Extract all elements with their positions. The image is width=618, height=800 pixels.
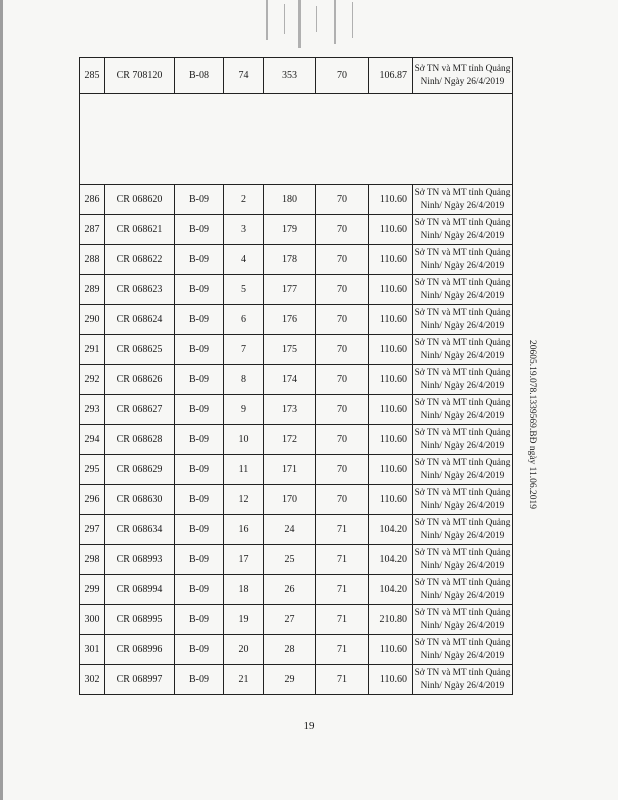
cell-lot: 18 [224, 575, 264, 605]
cell-lot: 74 [224, 58, 264, 94]
cell-area: 110.60 [369, 275, 413, 305]
table-row [80, 665, 513, 695]
cell-area: 110.60 [369, 185, 413, 215]
cell-map: 175 [264, 335, 316, 365]
table-row [80, 605, 513, 635]
cell-stt: 292 [80, 365, 105, 395]
cell-note: Sở TN và MT tỉnh Quảng Ninh/ Ngày 26/4/2019 [413, 485, 513, 515]
blank-band [80, 94, 513, 185]
cell-stt: 293 [80, 395, 105, 425]
cell-stt: 298 [80, 545, 105, 575]
cell-block: B-09 [175, 245, 224, 275]
cell-lot: 20 [224, 635, 264, 665]
cell-sheet: 70 [316, 455, 369, 485]
cell-code: CR 068620 [105, 185, 175, 215]
cell-code: CR 068624 [105, 305, 175, 335]
cell-note: Sở TN và MT tỉnh Quảng Ninh/ Ngày 26/4/2019 [413, 575, 513, 605]
table-row [80, 185, 513, 215]
cell-area: 106.87 [369, 58, 413, 94]
table-row [80, 58, 513, 94]
cell-note: Sở TN và MT tỉnh Quảng Ninh/ Ngày 26/4/2019 [413, 395, 513, 425]
cell-lot: 19 [224, 605, 264, 635]
cell-code: CR 068993 [105, 545, 175, 575]
cell-code: CR 068626 [105, 365, 175, 395]
cell-area: 104.20 [369, 575, 413, 605]
cell-note: Sở TN và MT tỉnh Quảng Ninh/ Ngày 26/4/2019 [413, 185, 513, 215]
cell-block: B-09 [175, 485, 224, 515]
cell-sheet: 71 [316, 545, 369, 575]
cell-area: 110.60 [369, 425, 413, 455]
cell-sheet: 70 [316, 305, 369, 335]
cell-block: B-09 [175, 455, 224, 485]
cell-stt: 300 [80, 605, 105, 635]
cell-note: Sở TN và MT tỉnh Quảng Ninh/ Ngày 26/4/2019 [413, 635, 513, 665]
cell-stt: 297 [80, 515, 105, 545]
cell-block: B-09 [175, 545, 224, 575]
cell-block: B-09 [175, 665, 224, 695]
cell-sheet: 70 [316, 185, 369, 215]
cell-block: B-09 [175, 305, 224, 335]
cell-lot: 16 [224, 515, 264, 545]
cell-sheet: 71 [316, 515, 369, 545]
cell-area: 110.60 [369, 485, 413, 515]
cell-map: 180 [264, 185, 316, 215]
cell-stt: 294 [80, 425, 105, 455]
table-row [80, 425, 513, 455]
cell-sheet: 70 [316, 395, 369, 425]
table-row [80, 395, 513, 425]
cell-map: 27 [264, 605, 316, 635]
cell-code: CR 068621 [105, 215, 175, 245]
cell-sheet: 70 [316, 245, 369, 275]
cell-stt: 288 [80, 245, 105, 275]
cell-note: Sở TN và MT tỉnh Quảng Ninh/ Ngày 26/4/2019 [413, 58, 513, 94]
cell-map: 24 [264, 515, 316, 545]
cell-code: CR 068997 [105, 665, 175, 695]
table-row [80, 275, 513, 305]
page-number: 19 [303, 720, 315, 732]
cell-lot: 9 [224, 395, 264, 425]
table-row [80, 365, 513, 395]
table-row [80, 245, 513, 275]
cell-note: Sở TN và MT tỉnh Quảng Ninh/ Ngày 26/4/2019 [413, 515, 513, 545]
table-row [80, 545, 513, 575]
cell-note: Sở TN và MT tỉnh Quảng Ninh/ Ngày 26/4/2019 [413, 665, 513, 695]
cell-area: 110.60 [369, 665, 413, 695]
cell-code: CR 708120 [105, 58, 175, 94]
cell-stt: 291 [80, 335, 105, 365]
cell-stt: 296 [80, 485, 105, 515]
cell-area: 110.60 [369, 305, 413, 335]
cell-sheet: 71 [316, 635, 369, 665]
side-stamp: 20605.19.078.1339569.BĐ ngày 11.06.2019 [527, 340, 537, 510]
cell-code: CR 068994 [105, 575, 175, 605]
cell-stt: 289 [80, 275, 105, 305]
cell-stt: 302 [80, 665, 105, 695]
cell-lot: 17 [224, 545, 264, 575]
cell-stt: 290 [80, 305, 105, 335]
table-row [80, 485, 513, 515]
table-row [80, 515, 513, 545]
cell-lot: 21 [224, 665, 264, 695]
cell-code: CR 068627 [105, 395, 175, 425]
cell-lot: 6 [224, 305, 264, 335]
cell-sheet: 71 [316, 575, 369, 605]
cell-area: 110.60 [369, 455, 413, 485]
cell-sheet: 70 [316, 485, 369, 515]
cell-code: CR 068634 [105, 515, 175, 545]
cell-stt: 295 [80, 455, 105, 485]
cell-map: 170 [264, 485, 316, 515]
cell-sheet: 70 [316, 425, 369, 455]
cell-area: 110.60 [369, 395, 413, 425]
cell-note: Sở TN và MT tỉnh Quảng Ninh/ Ngày 26/4/2019 [413, 455, 513, 485]
cell-map: 28 [264, 635, 316, 665]
cell-map: 173 [264, 395, 316, 425]
cell-block: B-09 [175, 365, 224, 395]
cell-stt: 285 [80, 58, 105, 94]
table-row [80, 575, 513, 605]
scan-edge [0, 0, 3, 800]
cell-sheet: 70 [316, 58, 369, 94]
cell-area: 110.60 [369, 635, 413, 665]
cell-map: 177 [264, 275, 316, 305]
scan-artifacts [256, 0, 366, 52]
cell-note: Sở TN và MT tỉnh Quảng Ninh/ Ngày 26/4/2019 [413, 425, 513, 455]
cell-map: 26 [264, 575, 316, 605]
cell-lot: 7 [224, 335, 264, 365]
cell-code: CR 068623 [105, 275, 175, 305]
cell-code: CR 068628 [105, 425, 175, 455]
table-row [80, 215, 513, 245]
cell-stt: 286 [80, 185, 105, 215]
cell-area: 110.60 [369, 245, 413, 275]
cell-lot: 10 [224, 425, 264, 455]
cell-note: Sở TN và MT tỉnh Quảng Ninh/ Ngày 26/4/2019 [413, 605, 513, 635]
table-row [80, 635, 513, 665]
table-row [80, 455, 513, 485]
cell-sheet: 71 [316, 605, 369, 635]
cell-lot: 12 [224, 485, 264, 515]
cell-block: B-09 [175, 395, 224, 425]
cell-area: 110.60 [369, 215, 413, 245]
cell-sheet: 71 [316, 665, 369, 695]
cell-sheet: 70 [316, 335, 369, 365]
cell-block: B-09 [175, 215, 224, 245]
cell-area: 110.60 [369, 335, 413, 365]
cell-area: 104.20 [369, 545, 413, 575]
cell-block: B-09 [175, 635, 224, 665]
cell-note: Sở TN và MT tỉnh Quảng Ninh/ Ngày 26/4/2019 [413, 215, 513, 245]
cell-block: B-09 [175, 185, 224, 215]
cell-block: B-08 [175, 58, 224, 94]
cell-map: 171 [264, 455, 316, 485]
cell-map: 178 [264, 245, 316, 275]
cell-map: 29 [264, 665, 316, 695]
cell-code: CR 068995 [105, 605, 175, 635]
cell-note: Sở TN và MT tỉnh Quảng Ninh/ Ngày 26/4/2019 [413, 335, 513, 365]
cell-note: Sở TN và MT tỉnh Quảng Ninh/ Ngày 26/4/2019 [413, 245, 513, 275]
cell-area: 104.20 [369, 515, 413, 545]
cell-block: B-09 [175, 275, 224, 305]
cell-lot: 4 [224, 245, 264, 275]
cell-code: CR 068625 [105, 335, 175, 365]
cell-code: CR 068996 [105, 635, 175, 665]
cell-code: CR 068622 [105, 245, 175, 275]
cell-block: B-09 [175, 605, 224, 635]
cell-map: 353 [264, 58, 316, 94]
cell-map: 179 [264, 215, 316, 245]
cell-code: CR 068630 [105, 485, 175, 515]
cell-map: 25 [264, 545, 316, 575]
cell-lot: 11 [224, 455, 264, 485]
cell-map: 176 [264, 305, 316, 335]
cell-stt: 299 [80, 575, 105, 605]
cell-stt: 301 [80, 635, 105, 665]
cell-note: Sở TN và MT tỉnh Quảng Ninh/ Ngày 26/4/2019 [413, 365, 513, 395]
table-row [80, 335, 513, 365]
cell-lot: 3 [224, 215, 264, 245]
cell-note: Sở TN và MT tỉnh Quảng Ninh/ Ngày 26/4/2019 [413, 275, 513, 305]
cell-block: B-09 [175, 515, 224, 545]
cell-block: B-09 [175, 575, 224, 605]
cell-block: B-09 [175, 425, 224, 455]
table-row [80, 305, 513, 335]
cell-note: Sở TN và MT tỉnh Quảng Ninh/ Ngày 26/4/2019 [413, 545, 513, 575]
cell-lot: 2 [224, 185, 264, 215]
cell-sheet: 70 [316, 365, 369, 395]
cell-code: CR 068629 [105, 455, 175, 485]
cell-lot: 5 [224, 275, 264, 305]
cell-stt: 287 [80, 215, 105, 245]
cell-note: Sở TN và MT tỉnh Quảng Ninh/ Ngày 26/4/2019 [413, 305, 513, 335]
cell-lot: 8 [224, 365, 264, 395]
cell-sheet: 70 [316, 275, 369, 305]
cell-map: 174 [264, 365, 316, 395]
land-certificate-table [79, 57, 513, 695]
cell-block: B-09 [175, 335, 224, 365]
cell-area: 110.60 [369, 365, 413, 395]
cell-map: 172 [264, 425, 316, 455]
cell-sheet: 70 [316, 215, 369, 245]
cell-area: 210.80 [369, 605, 413, 635]
